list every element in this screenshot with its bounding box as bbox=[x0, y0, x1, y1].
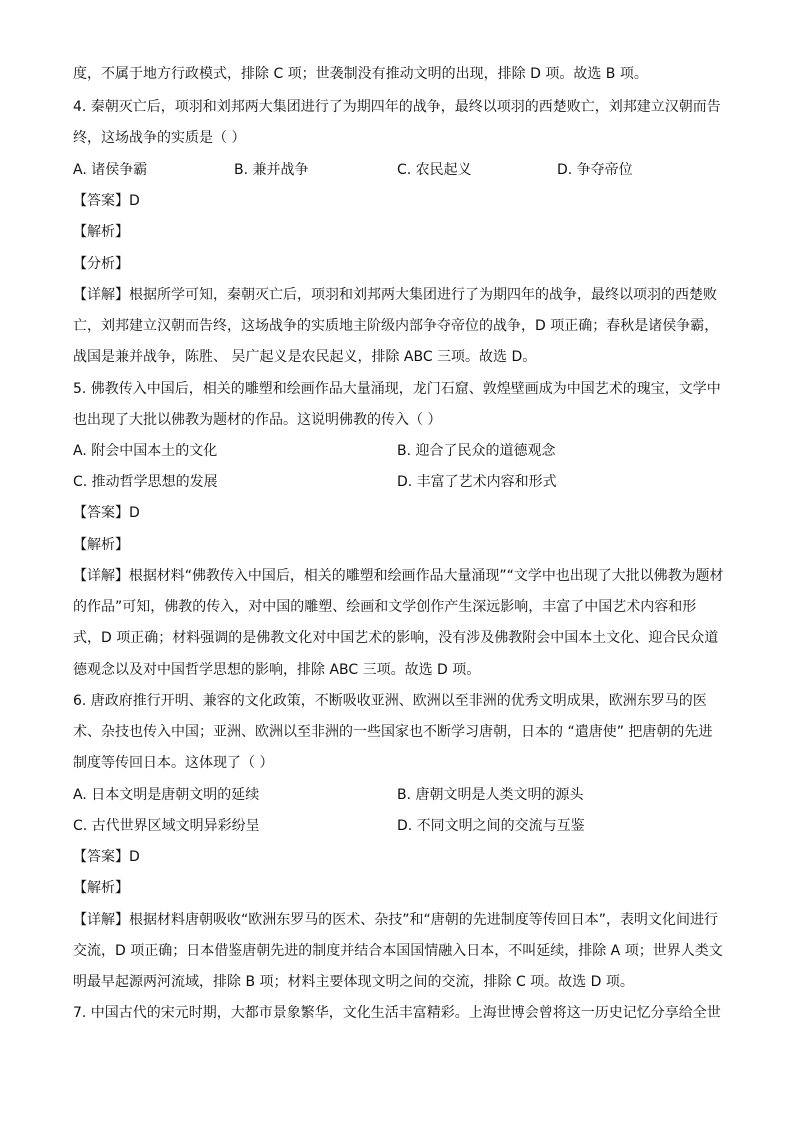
question-4-detail: 【详解】根据所学可知，秦朝灭亡后，项羽和刘邦两大集团进行了为期四年的战争，最终以项羽的西楚败 bbox=[73, 287, 717, 303]
question-6-stem-cont: 术、杂技也传入中国；亚洲、欧洲以至非洲的一些国家也不断学习唐朝，日本的 “遣唐使” 把唐朝的先进 bbox=[73, 724, 713, 740]
question-6-stem: 6. 唐政府推行开明、兼容的文化政策，不断吸收亚洲、欧洲以至非洲的优秀文明成果，欧洲东罗马的医 bbox=[73, 693, 707, 709]
question-4-stem-cont: 终，这场战争的实质是（ ） bbox=[73, 130, 246, 146]
question-5-option-d: D. 丰富了艺术内容和形式 bbox=[397, 474, 557, 490]
question-6-detail: 【详解】根据材料唐朝吸收“欧洲东罗马的医术、杂技”和“唐朝的先进制度等传回日本”，表明文化间进行 bbox=[73, 912, 719, 928]
question-4-detail: 亡，刘邦建立汉朝而告终，这场战争的实质地主阶级内部争夺帝位的战争，D 项正确；春秋是诸侯争霸， bbox=[73, 318, 719, 334]
question-4-stem: 4. 秦朝灭亡后，项羽和刘邦两大集团进行了为期四年的战争，最终以项羽的西楚败亡，刘邦建立汉朝而告 bbox=[73, 99, 721, 115]
question-6-detail: 明最早起源两河流域，排除 B 项；材料主要体现文明之间的交流，排除 C 项。故选 D 项。 bbox=[73, 974, 634, 990]
question-4-fenxi-label: 【分析】 bbox=[73, 256, 129, 272]
question-5-detail: 德观念以及对中国哲学思想的影响，排除 ABC 三项。故选 D 项。 bbox=[73, 662, 481, 678]
question-6-option-a: A. 日本文明是唐朝文明的延续 bbox=[73, 787, 260, 803]
question-5-detail: 【详解】根据材料“佛教传入中国后，相关的雕塑和绘画作品大量涌现”“文学中也出现了大批以佛教为题材 bbox=[73, 568, 724, 584]
question-6-option-c: C. 古代世界区域文明异彩纷呈 bbox=[73, 818, 260, 834]
paragraph-line: 度，不属于地方行政模式，排除 C 项；世袭制没有推动文明的出现，排除 D 项。故选 B 项。 bbox=[73, 66, 648, 82]
question-6-option-d: D. 不同文明之间的交流与互鉴 bbox=[397, 818, 585, 834]
question-5-stem: 5. 佛教传入中国后，相关的雕塑和绘画作品大量涌现，龙门石窟、敦煌壁画成为中国艺术的瑰宝，文学中 bbox=[73, 381, 721, 397]
question-5-option-a: A. 附会中国本土的文化 bbox=[73, 443, 218, 459]
question-5-stem-cont: 也出现了大批以佛教为题材的作品。这说明佛教的传入（ ） bbox=[73, 412, 442, 428]
question-5-detail: 式，D 项正确；材料强调的是佛教文化对中国艺术的影响，没有涉及佛教附会中国本土文化、迎合民众道 bbox=[73, 630, 719, 646]
question-5-option-b: B. 迎合了民众的道德观念 bbox=[397, 443, 556, 459]
question-4-option-d: D. 争夺帝位 bbox=[557, 162, 633, 178]
question-4-option-b: B. 兼并战争 bbox=[234, 162, 309, 178]
question-6-answer: 【答案】D bbox=[73, 849, 140, 865]
question-4-detail: 战国是兼并战争，陈胜、 吴广起义是农民起义，排除 ABC 三项。故选 D。 bbox=[73, 349, 537, 365]
question-6-analysis-label: 【解析】 bbox=[73, 880, 129, 896]
question-5-analysis-label: 【解析】 bbox=[73, 537, 129, 553]
question-4-option-c: C. 农民起义 bbox=[397, 162, 472, 178]
question-6-detail: 交流，D 项正确；日本借鉴唐朝先进的制度并结合本国国情融入日本，不叫延续，排除 A 项；世界人类文 bbox=[73, 943, 723, 959]
question-7-stem: 7. 中国古代的宋元时期，大都市景象繁华，文化生活丰富精彩。上海世博会曾将这一历史记忆分享给全世 bbox=[73, 1005, 721, 1021]
question-4-analysis-label: 【解析】 bbox=[73, 224, 129, 240]
question-5-answer: 【答案】D bbox=[73, 505, 140, 521]
question-4-option-a: A. 诸侯争霸 bbox=[73, 162, 148, 178]
question-4-answer: 【答案】D bbox=[73, 193, 140, 209]
question-5-detail: 的作品”可知，佛教的传入，对中国的雕塑、绘画和文学创作产生深远影响，丰富了中国艺术内容和形 bbox=[73, 599, 697, 615]
question-6-stem-cont: 制度等传回日本。这体现了（ ） bbox=[73, 755, 274, 771]
question-5-option-c: C. 推动哲学思想的发展 bbox=[73, 474, 218, 490]
question-6-option-b: B. 唐朝文明是人类文明的源头 bbox=[397, 787, 584, 803]
